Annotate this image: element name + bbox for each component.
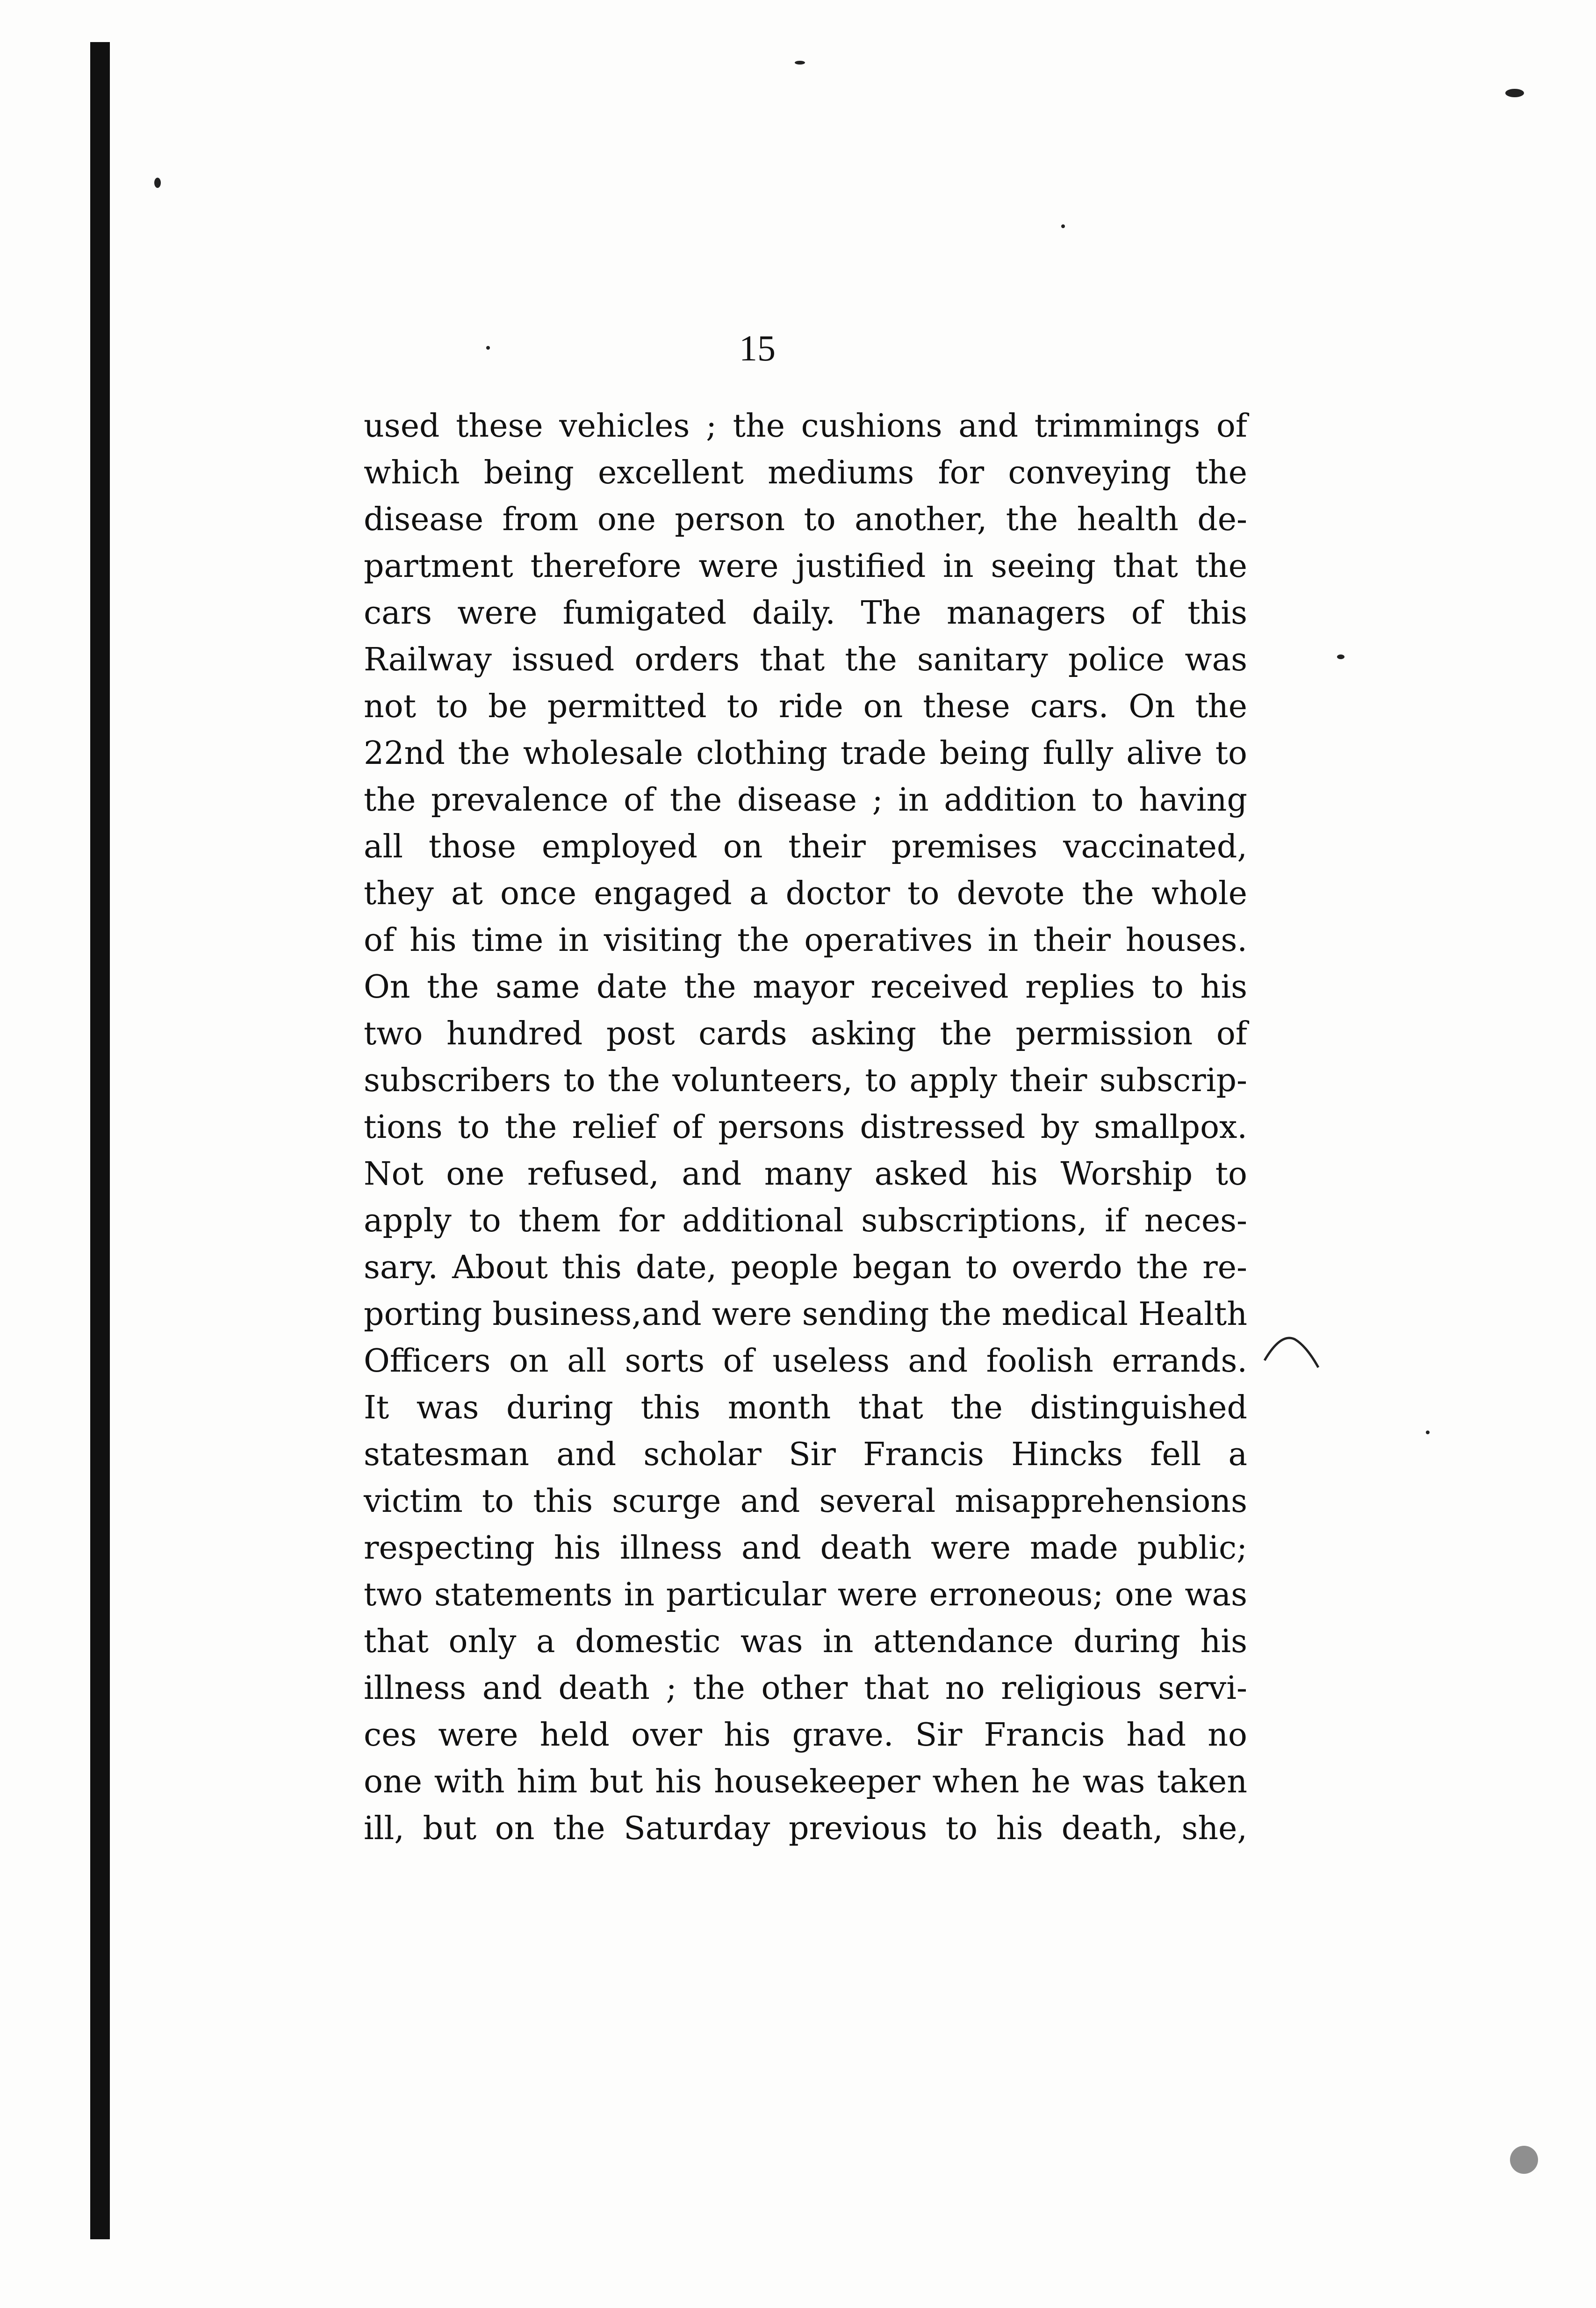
text-line: ill, but on the Saturday previous to his death, she, [364, 1810, 1247, 1847]
text-line: partment therefore were justified in seeing that the [364, 548, 1247, 585]
book-binding-edge [90, 42, 110, 2239]
scan-speckle [1426, 1431, 1430, 1434]
text-line: sary. About this date, people began to overdo the re- [364, 1249, 1247, 1286]
text-line: of his time in visiting the operatives in their houses. [364, 922, 1247, 959]
scan-speckle [486, 346, 490, 350]
text-line: Railway issued orders that the sanitary police was [364, 641, 1247, 678]
text-line: used these vehicles ; the cushions and trimmings of [364, 408, 1247, 445]
text-line: porting business,and were sending the medical Health [364, 1296, 1247, 1333]
text-line: victim to this scurge and several misapprehensions [364, 1483, 1247, 1520]
page-number: 15 [739, 328, 776, 368]
scan-speckle [1505, 89, 1524, 97]
text-line: disease from one person to another, the health de- [364, 501, 1247, 538]
text-line: subscribers to the volunteers, to apply their subscrip- [364, 1062, 1247, 1099]
text-line: tions to the relief of persons distressed by smallpox. [364, 1109, 1247, 1146]
text-line: ces were held over his grave. Sir Francis had no [364, 1717, 1247, 1754]
text-line: apply to them for additional subscriptions, if neces- [364, 1202, 1247, 1239]
scan-speckle [1061, 224, 1065, 228]
text-line: that only a domestic was in attendance during his [364, 1623, 1247, 1660]
text-line: 22nd the wholesale clothing trade being fully alive to [364, 735, 1247, 772]
text-line: Officers on all sorts of useless and foolish errands. [364, 1343, 1247, 1380]
text-line: illness and death ; the other that no religious servi- [364, 1670, 1247, 1707]
text-line: On the same date the mayor received replies to his [364, 969, 1247, 1006]
text-line: they at once engaged a doctor to devote the whole [364, 875, 1247, 912]
text-line: respecting his illness and death were made public; [364, 1530, 1247, 1567]
text-line: the prevalence of the disease ; in addition to having [364, 782, 1247, 819]
text-line: cars were fumigated daily. The managers of this [364, 595, 1247, 632]
scan-speckle [154, 178, 161, 188]
text-line: which being excellent mediums for conveying the [364, 454, 1247, 491]
text-line: two statements in particular were erroneous; one was [364, 1576, 1247, 1613]
text-line: all those employed on their premises vaccinated, [364, 828, 1247, 865]
text-line: not to be permitted to ride on these cars. On the [364, 688, 1247, 725]
text-line: Not one refused, and many asked his Worship to [364, 1156, 1247, 1193]
text-line: It was during this month that the distinguished [364, 1389, 1247, 1426]
scan-speckle [1510, 2146, 1538, 2174]
scan-speckle [1337, 654, 1344, 659]
text-line: statesman and scholar Sir Francis Hincks fell a [364, 1436, 1247, 1473]
body-text [364, 403, 1247, 1852]
margin-pencil-mark [1262, 1328, 1323, 1370]
text-line: two hundred post cards asking the permission of [364, 1015, 1247, 1052]
scan-speckle [795, 61, 805, 65]
text-line: one with him but his housekeeper when he was taken [364, 1763, 1247, 1800]
